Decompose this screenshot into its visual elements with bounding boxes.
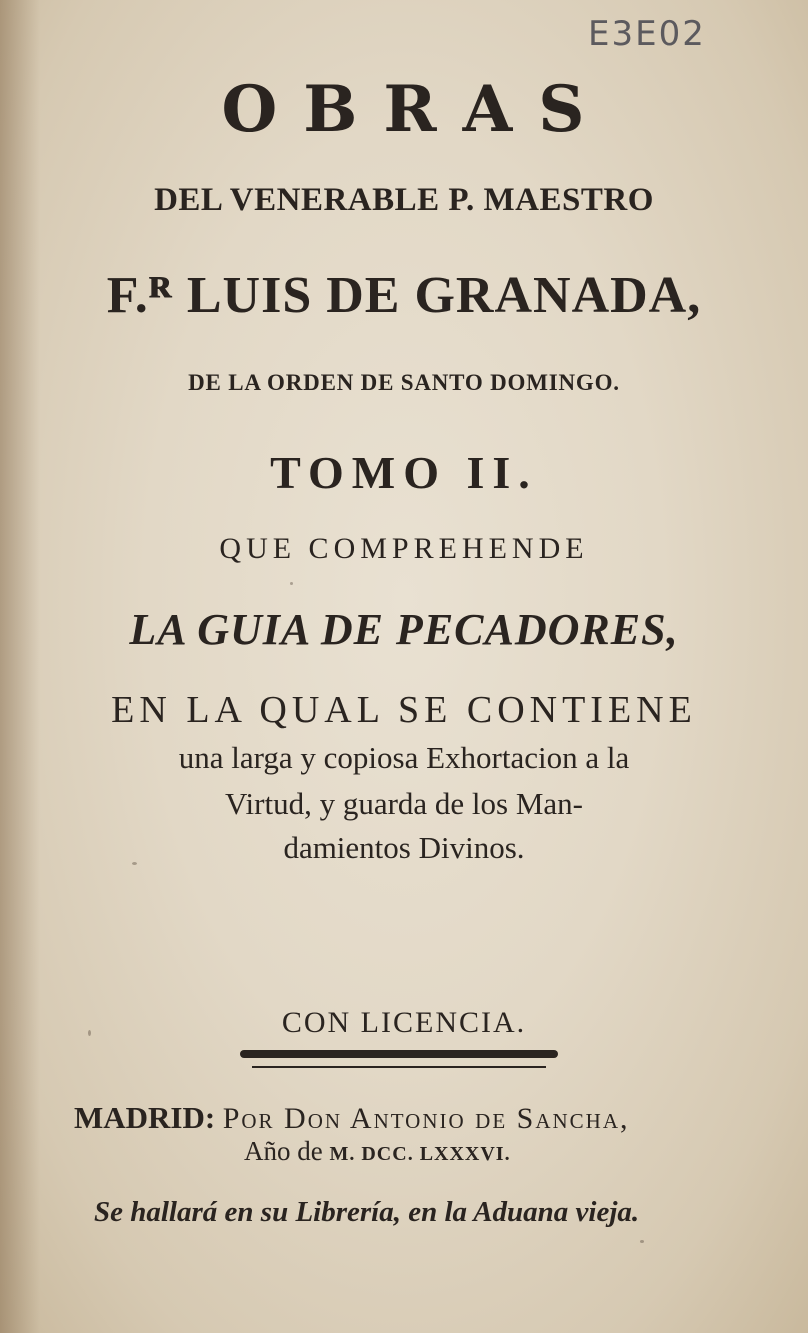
description-line: Virtud, y guarda de los Man- xyxy=(225,786,583,821)
work-title: LA GUIA DE PECADORES, xyxy=(129,605,679,654)
description-heading: EN LA QUAL SE CONTIENE xyxy=(111,689,697,731)
imprint-city: MADRID: xyxy=(74,1100,216,1135)
thick-rule-divider xyxy=(240,1050,558,1058)
archive-shelfmark: E3E02 xyxy=(588,14,706,54)
imprint-year-line xyxy=(244,1136,511,1167)
description-line: damientos Divinos. xyxy=(283,830,525,865)
book-title: OBRAS xyxy=(221,72,611,147)
imprint-year-roman: M. DCC. LXXXVI. xyxy=(329,1143,511,1165)
imprint-printer: Por Don Antonio de Sancha, xyxy=(222,1102,630,1135)
license-statement: CON LICENCIA. xyxy=(281,1006,527,1039)
volume-number: TOMO II. xyxy=(270,447,538,498)
author-honorific: DEL VENERABLE P. MAESTRO xyxy=(154,182,654,218)
description-line: una larga y copiosa Exhortacion a la xyxy=(178,740,630,775)
religious-order: DE LA ORDEN DE SANTO DOMINGO. xyxy=(188,370,620,395)
imprint-line xyxy=(74,1100,630,1136)
paper-fleck xyxy=(640,1240,644,1243)
paper-fleck xyxy=(290,582,293,585)
thin-rule-divider xyxy=(252,1066,546,1068)
imprint-year-prefix: Año de xyxy=(244,1136,323,1166)
author-name: F.ᴿ LUIS DE GRANADA, xyxy=(106,267,702,324)
sale-note: Se hallará en su Librería, en la Aduana vieja. xyxy=(94,1196,640,1228)
contents-intro: QUE COMPREHENDE xyxy=(219,532,589,565)
